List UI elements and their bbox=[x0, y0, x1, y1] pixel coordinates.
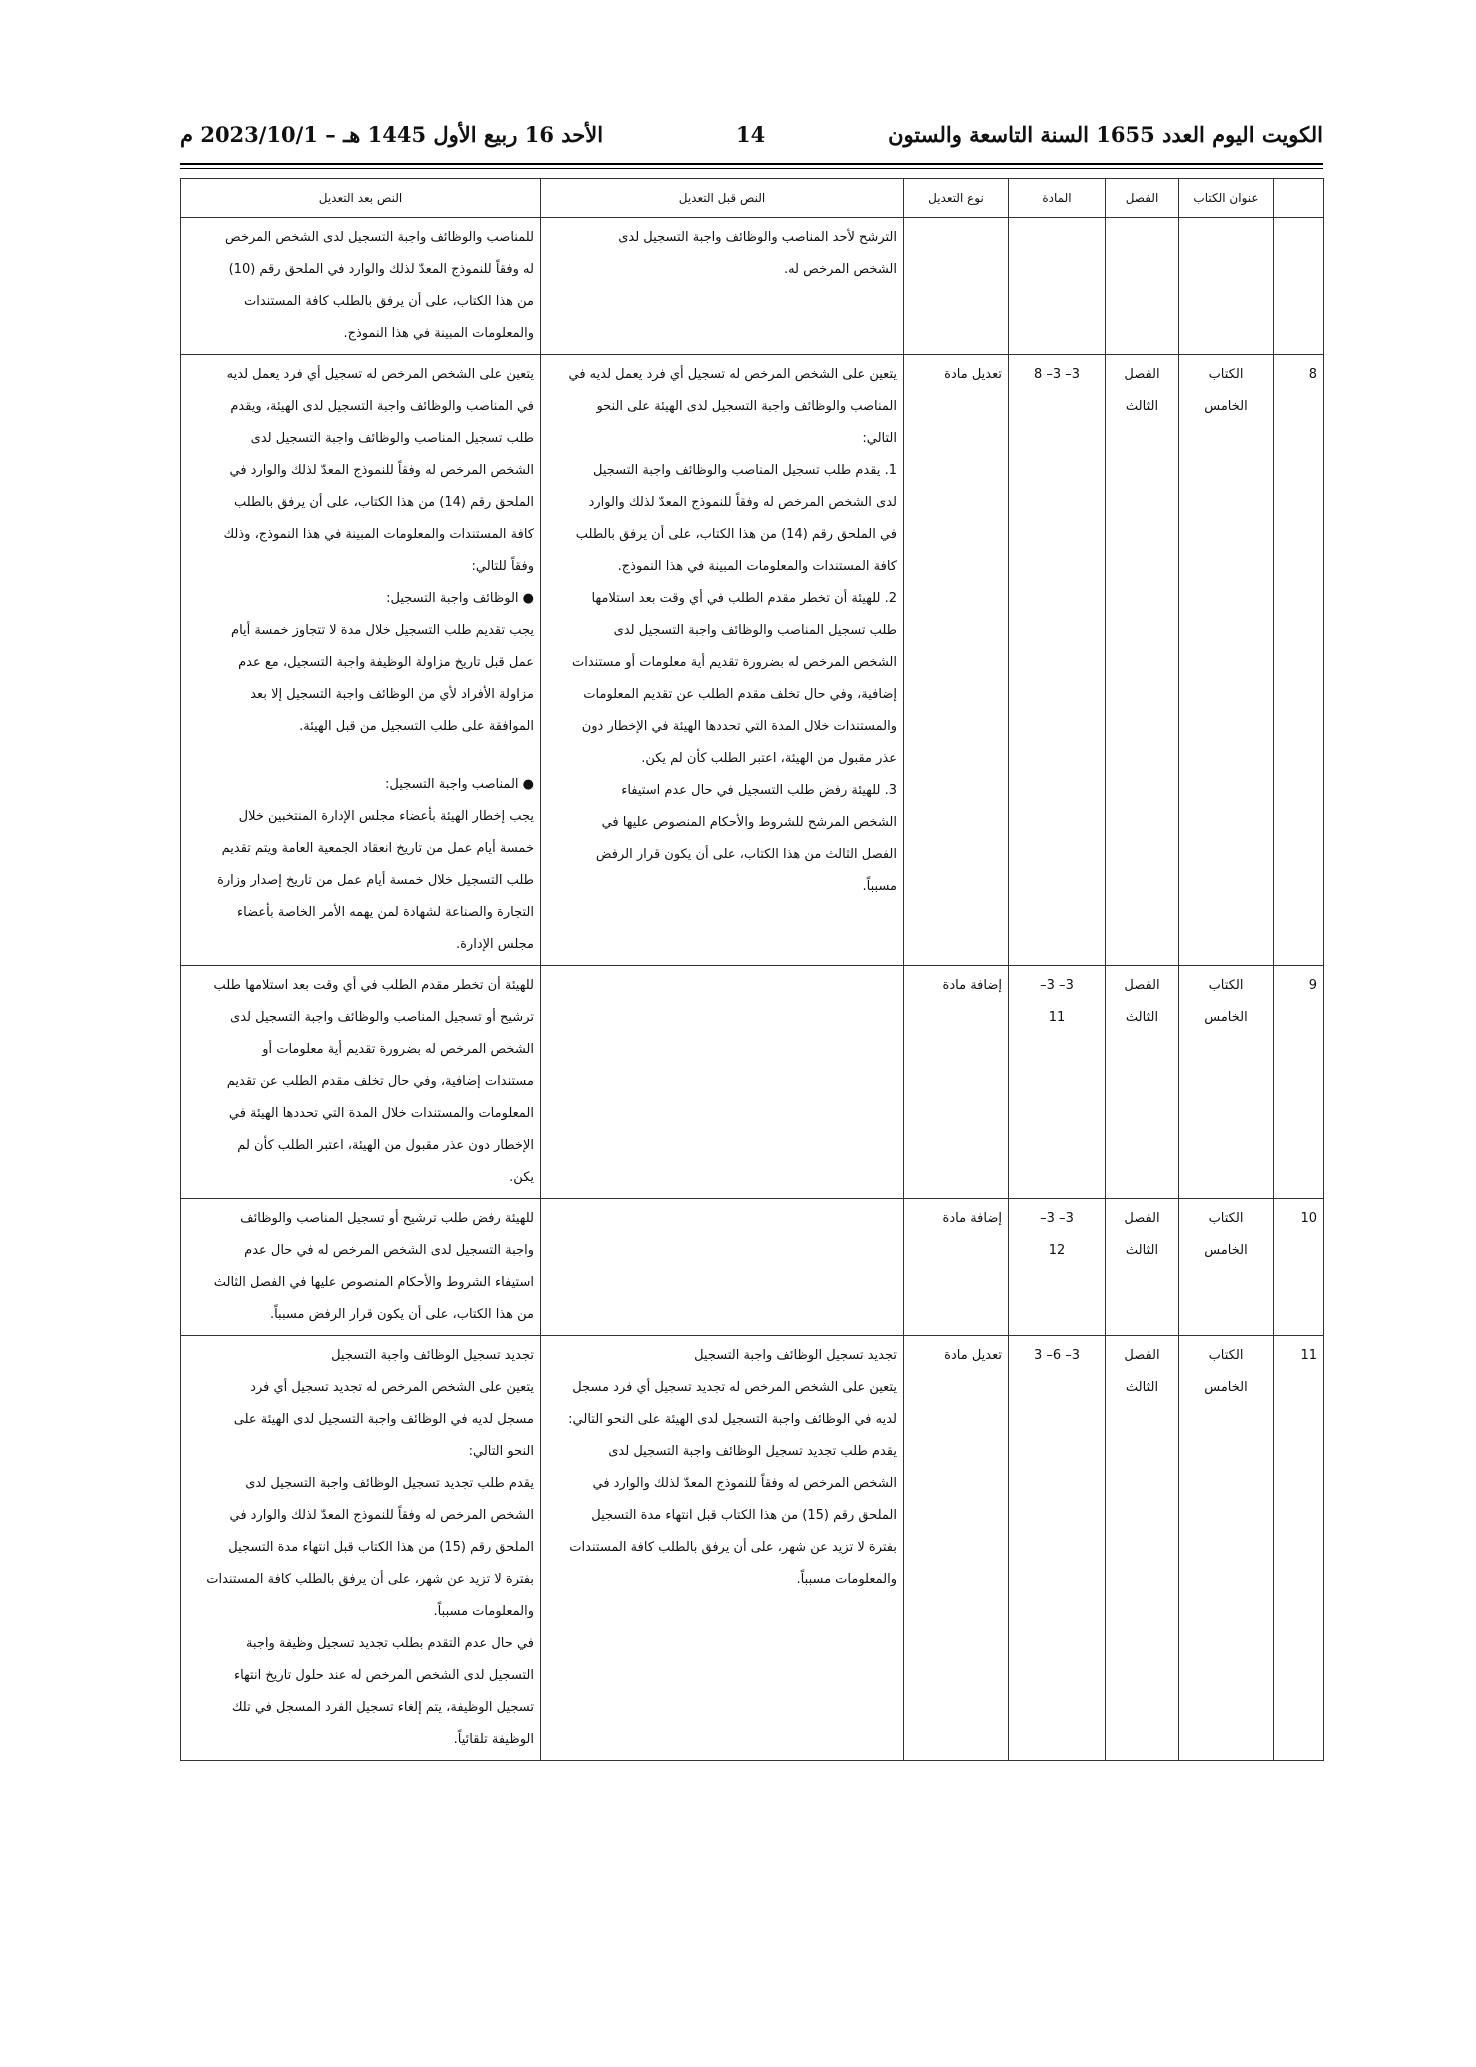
text-line: 3. للهيئة رفض طلب التسجيل في حال عدم استيفاء bbox=[621, 783, 897, 798]
col-header-article: المادة bbox=[1009, 179, 1106, 218]
text-line: الفصل الثالث من هذا الكتاب، على أن يكون قرار الرفض bbox=[595, 847, 897, 862]
amendments-table bbox=[180, 178, 1324, 1761]
text-line: والمعلومات مسبباً. bbox=[796, 1572, 897, 1587]
chapter-line: الثالث bbox=[1125, 1010, 1159, 1025]
cell-article bbox=[1009, 1199, 1106, 1336]
text-line: لديه في الوظائف واجبة التسجيل لدى الهيئة على النحو التالي: bbox=[568, 1412, 897, 1427]
cell-num bbox=[1274, 218, 1324, 355]
book-title-line: الخامس bbox=[1204, 1380, 1248, 1395]
book-title-line: الخامس bbox=[1204, 1243, 1248, 1258]
text-line: الشخص المرخص له وفقاً للنموذج المعدّ لذلك والوارد في bbox=[229, 463, 534, 478]
blank-line bbox=[187, 743, 534, 769]
text-line: بفترة لا تزيد عن شهر، على أن يرفق بالطلب كافة المستندات bbox=[206, 1572, 534, 1587]
issue-date: الأحد 16 ربيع الأول 1445 هـ – 2023/10/1 م bbox=[180, 122, 604, 147]
text-line: والمستندات خلال المدة التي تحددها الهيئة في الإخطار دون bbox=[581, 719, 897, 734]
text-line: 1. يقدم طلب تسجيل المناصب والوظائف واجبة التسجيل bbox=[593, 463, 897, 478]
text-line: في حال عدم التقدم بطلب تجديد تسجيل وظيفة واجبة bbox=[245, 1636, 534, 1651]
text-line: ترشيح أو تسجيل المناصب والوظائف واجبة التسجيل لدى bbox=[230, 1010, 534, 1025]
text-line: الشخص المرخص له بضرورة تقديم أية معلومات أو مستندات bbox=[571, 655, 897, 670]
gazette-issue: الكويت اليوم العدد 1655 السنة التاسعة والستون bbox=[888, 122, 1323, 147]
cell-after bbox=[181, 1199, 541, 1336]
text-line: تجديد تسجيل الوظائف واجبة التسجيل bbox=[331, 1348, 534, 1363]
text-line: من هذا الكتاب، على أن يكون قرار الرفض مسبباً. bbox=[269, 1307, 534, 1322]
cell-after bbox=[181, 355, 541, 966]
article-number-line: 11 bbox=[1048, 1010, 1066, 1025]
text-line: الشخص المرخص له بضرورة تقديم أية معلومات أو bbox=[262, 1042, 534, 1057]
table-row bbox=[181, 966, 1324, 1199]
text-line: التالي: bbox=[862, 431, 897, 446]
text-line: يتعين على الشخص المرخص له تسجيل أي فرد يعمل لديه bbox=[226, 367, 534, 382]
chapter-line: الفصل bbox=[1124, 1211, 1160, 1226]
col-header-after: النص بعد التعديل bbox=[181, 179, 541, 218]
cell-chapter bbox=[1106, 218, 1179, 355]
text-line: مسبباً. bbox=[862, 879, 897, 894]
cell-num: 8 bbox=[1274, 355, 1324, 966]
text-line: مجلس الإدارة. bbox=[455, 937, 534, 952]
cell-after bbox=[181, 1336, 541, 1761]
text-line: للهيئة رفض طلب ترشيح أو تسجيل المناصب والوظائف bbox=[240, 1211, 534, 1226]
text-line: الشخص المرخص له. bbox=[783, 262, 897, 277]
cell-book bbox=[1179, 1336, 1274, 1761]
cell-before bbox=[541, 1199, 904, 1336]
text-line: الملحق رقم (14) من هذا الكتاب، على أن يرفق بالطلب bbox=[233, 495, 534, 510]
text-line: الوظيفة تلقائياً. bbox=[453, 1732, 534, 1747]
text-line: يتعين على الشخص المرخص له تسجيل أي فرد يعمل لديه في bbox=[568, 367, 897, 382]
text-line: المناصب والوظائف واجبة التسجيل لدى الهيئة على النحو bbox=[596, 399, 897, 414]
text-line: من هذا الكتاب، على أن يرفق بالطلب كافة المستندات bbox=[244, 294, 534, 309]
book-title-line: الكتاب bbox=[1208, 1348, 1244, 1363]
text-line: خمسة أيام عمل من تاريخ انعقاد الجمعية العامة ويتم تقديم bbox=[221, 841, 534, 856]
chapter-line: الفصل bbox=[1124, 978, 1160, 993]
text-line: للمناصب والوظائف واجبة التسجيل لدى الشخص المرخص bbox=[225, 230, 534, 245]
cell-chapter bbox=[1106, 1336, 1179, 1761]
text-line: المعلومات والمستندات خلال المدة التي تحددها الهيئة في bbox=[228, 1106, 534, 1121]
cell-chapter bbox=[1106, 966, 1179, 1199]
text-line: الإخطار دون عذر مقبول من الهيئة، اعتبر الطلب كأن لم bbox=[237, 1138, 534, 1153]
col-header-before: النص قبل التعديل bbox=[541, 179, 904, 218]
text-line: والمعلومات مسبباً. bbox=[433, 1604, 534, 1619]
text-line: مسجل لديه في الوظائف واجبة التسجيل لدى الهيئة على bbox=[233, 1412, 534, 1427]
text-line: كافة المستندات والمعلومات المبينة في هذا النموذج. bbox=[617, 559, 897, 574]
chapter-line: الثالث bbox=[1125, 1380, 1159, 1395]
text-line: وفقاً للتالي: bbox=[471, 559, 534, 574]
article-number-line: 12 bbox=[1048, 1243, 1066, 1258]
text-line: تسجيل الوظيفة، يتم إلغاء تسجيل الفرد المسجل في تلك bbox=[231, 1700, 534, 1715]
cell-after bbox=[181, 218, 541, 355]
text-line: ● المناصب واجبة التسجيل: bbox=[385, 777, 534, 792]
text-line: مزاولة الأفراد لأي من الوظائف واجبة التسجيل إلا بعد bbox=[250, 687, 534, 702]
text-line: في الملحق رقم (14) من هذا الكتاب، على أن يرفق بالطلب bbox=[575, 527, 897, 542]
col-header-chapter: الفصل bbox=[1106, 179, 1179, 218]
text-line: يقدم طلب تجديد تسجيل الوظائف واجبة التسجيل لدى bbox=[608, 1444, 897, 1459]
chapter-line: الثالث bbox=[1125, 399, 1159, 414]
cell-type: تعديل مادة bbox=[904, 1336, 1009, 1761]
cell-before bbox=[541, 218, 904, 355]
cell-before bbox=[541, 966, 904, 1199]
cell-chapter bbox=[1106, 1199, 1179, 1336]
cell-book bbox=[1179, 966, 1274, 1199]
cell-book bbox=[1179, 355, 1274, 966]
text-line: التسجيل لدى الشخص المرخص له عند حلول تاريخ انتهاء bbox=[233, 1668, 534, 1683]
text-line: إضافية، وفي حال تخلف مقدم الطلب عن تقديم المعلومات bbox=[583, 687, 897, 702]
header-rule bbox=[180, 163, 1323, 165]
cell-article bbox=[1009, 966, 1106, 1199]
text-line: التجارة والصناعة لشهادة لمن يهمه الأمر الخاصة بأعضاء bbox=[237, 905, 534, 920]
text-line: الملحق رقم (15) من هذا الكتاب قبل انتهاء مدة التسجيل bbox=[591, 1508, 897, 1523]
chapter-line: الثالث bbox=[1125, 1243, 1159, 1258]
cell-type: تعديل مادة bbox=[904, 355, 1009, 966]
text-line: في المناصب والوظائف واجبة التسجيل لدى الهيئة، ويقدم bbox=[230, 399, 534, 414]
book-title-line: الكتاب bbox=[1208, 367, 1244, 382]
cell-article bbox=[1009, 1336, 1106, 1761]
text-line: بفترة لا تزيد عن شهر، على أن يرفق بالطلب كافة المستندات bbox=[569, 1540, 897, 1555]
cell-num: 10 bbox=[1274, 1199, 1324, 1336]
cell-article bbox=[1009, 218, 1106, 355]
text-line: يتعين على الشخص المرخص له تجديد تسجيل أي فرد bbox=[250, 1380, 534, 1395]
text-line: لدى الشخص المرخص له وفقاً للنموذج المعدّ لذلك والوارد bbox=[588, 495, 897, 510]
text-line: يجب إخطار الهيئة بأعضاء مجلس الإدارة المنتخبين خلال bbox=[238, 809, 534, 824]
article-number-line: 3– 3– bbox=[1040, 1211, 1074, 1226]
text-line: النحو التالي: bbox=[468, 1444, 534, 1459]
table-row bbox=[181, 355, 1324, 966]
text-line: يكن. bbox=[509, 1170, 534, 1185]
text-line: عذر مقبول من الهيئة، اعتبر الطلب كأن لم يكن. bbox=[641, 751, 897, 766]
cell-after bbox=[181, 966, 541, 1199]
text-line: له وفقاً للنموذج المعدّ لذلك والوارد في الملحق رقم (10) bbox=[228, 262, 534, 277]
text-line: الشخص المرشح للشروط والأحكام المنصوص عليها في bbox=[601, 815, 897, 830]
article-number-line: 3– 3– 8 bbox=[1033, 367, 1081, 382]
text-line: الموافقة على طلب التسجيل من قبل الهيئة. bbox=[299, 719, 534, 734]
cell-type: إضافة مادة bbox=[904, 966, 1009, 1199]
text-line: طلب التسجيل خلال خمسة أيام عمل من تاريخ إصدار وزارة bbox=[217, 873, 534, 888]
book-title-line: الخامس bbox=[1204, 1010, 1248, 1025]
text-line: كافة المستندات والمعلومات المبينة في هذا النموذج، وذلك bbox=[223, 527, 534, 542]
text-line: مستندات إضافية، وفي حال تخلف مقدم الطلب عن تقديم bbox=[226, 1074, 534, 1089]
cell-before bbox=[541, 1336, 904, 1761]
text-line: يتعين على الشخص المرخص له تجديد تسجيل أي فرد مسجل bbox=[572, 1380, 897, 1395]
cell-before bbox=[541, 355, 904, 966]
text-line: تجديد تسجيل الوظائف واجبة التسجيل bbox=[694, 1348, 897, 1363]
text-line: 2. للهيئة أن تخطر مقدم الطلب في أي وقت بعد استلامها bbox=[591, 591, 897, 606]
header-rule-thin bbox=[180, 168, 1323, 169]
cell-num: 11 bbox=[1274, 1336, 1324, 1761]
cell-article bbox=[1009, 355, 1106, 966]
text-line: عمل قبل تاريخ مزاولة الوظيفة واجبة التسجيل، مع عدم bbox=[238, 655, 534, 670]
book-title-line: الخامس bbox=[1204, 399, 1248, 414]
text-line: الترشح لأحد المناصب والوظائف واجبة التسجيل لدى bbox=[618, 230, 897, 245]
col-header-type: نوع التعديل bbox=[904, 179, 1009, 218]
cell-num: 9 bbox=[1274, 966, 1324, 1199]
text-line: يقدم طلب تجديد تسجيل الوظائف واجبة التسجيل لدى bbox=[245, 1476, 534, 1491]
chapter-line: الفصل bbox=[1124, 367, 1160, 382]
table-row bbox=[181, 1199, 1324, 1336]
text-line: استيفاء الشروط والأحكام المنصوص عليها في الفصل الثالث bbox=[213, 1275, 534, 1290]
page-header bbox=[180, 122, 1323, 158]
text-line: الملحق رقم (15) من هذا الكتاب قبل انتهاء مدة التسجيل bbox=[228, 1540, 534, 1555]
article-number-line: 3– 6– 3 bbox=[1033, 1348, 1081, 1363]
text-line: والمعلومات المبينة في هذا النموذج. bbox=[343, 326, 534, 341]
table-header-row bbox=[181, 179, 1324, 218]
cell-book bbox=[1179, 1199, 1274, 1336]
col-header-num bbox=[1274, 179, 1324, 218]
text-line: الشخص المرخص له وفقاً للنموذج المعدّ لذلك والوارد في bbox=[229, 1508, 534, 1523]
text-line: للهيئة أن تخطر مقدم الطلب في أي وقت بعد استلامها طلب bbox=[213, 978, 534, 993]
book-title-line: الكتاب bbox=[1208, 1211, 1244, 1226]
col-header-book: عنوان الكتاب bbox=[1179, 179, 1274, 218]
cell-chapter bbox=[1106, 355, 1179, 966]
table-row bbox=[181, 1336, 1324, 1761]
text-line: يجب تقديم طلب التسجيل خلال مدة لا تتجاوز خمسة أيام bbox=[231, 623, 534, 638]
page-number: 14 bbox=[736, 122, 766, 147]
chapter-line: الفصل bbox=[1124, 1348, 1160, 1363]
cell-book bbox=[1179, 218, 1274, 355]
text-line: واجبة التسجيل لدى الشخص المرخص له في حال عدم bbox=[244, 1243, 534, 1258]
book-title-line: الكتاب bbox=[1208, 978, 1244, 993]
article-number-line: 3– 3– bbox=[1040, 978, 1074, 993]
table-row-continuation bbox=[181, 218, 1324, 355]
text-line: الشخص المرخص له وفقاً للنموذج المعدّ لذلك والوارد في bbox=[592, 1476, 897, 1491]
text-line: طلب تسجيل المناصب والوظائف واجبة التسجيل لدى bbox=[613, 623, 897, 638]
cell-type: إضافة مادة bbox=[904, 1199, 1009, 1336]
text-line: ● الوظائف واجبة التسجيل: bbox=[386, 591, 534, 606]
cell-type bbox=[904, 218, 1009, 355]
text-line: طلب تسجيل المناصب والوظائف واجبة التسجيل لدى bbox=[250, 431, 534, 446]
